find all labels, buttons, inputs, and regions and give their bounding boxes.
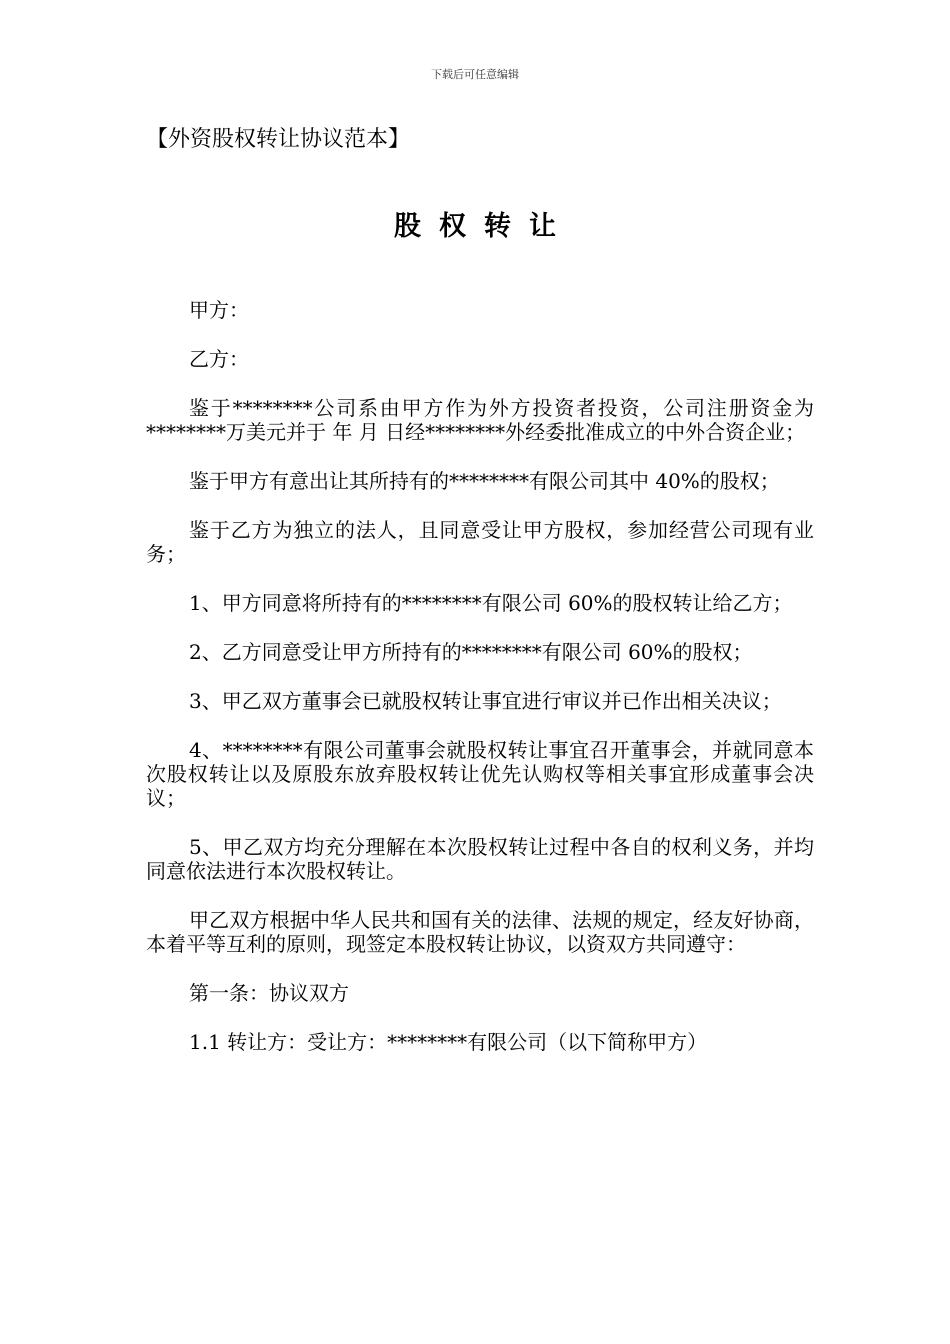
recital-paragraph: 鉴于乙方为独立的法人，且同意受让甲方股权，参加经营公司现有业务； bbox=[146, 518, 814, 566]
agreement-preamble: 甲乙双方根据中华人民共和国有关的法律、法规的规定，经友好协商，本着平等互利的原则，现签定本股权转让协议，以资双方共同遵守： bbox=[146, 908, 814, 956]
article-heading: 第一条：协议双方 bbox=[189, 981, 349, 1005]
numbered-clause: 4、********有限公司董事会就股权转让事宜召开董事会，并就同意本次股权转让以及原股东放弃股权转让优先认购权等相关事宜形成董事会决议； bbox=[146, 738, 814, 810]
numbered-clause: 1、甲方同意将所持有的********有限公司 60%的股权转让给乙方； bbox=[189, 591, 793, 615]
party-b-line: 乙方： bbox=[189, 347, 249, 371]
recital-paragraph: 鉴于********公司系由甲方作为外方投资者投资，公司注册资金为********万美元并于 年 月 日经********外经委批准成立的中外合资企业； bbox=[146, 396, 814, 444]
page-header-note: 下载后可任意编辑 bbox=[431, 68, 519, 81]
recital-paragraph: 鉴于甲方有意出让其所持有的********有限公司其中 40%的股权； bbox=[189, 469, 780, 493]
document-body bbox=[146, 298, 814, 1079]
numbered-clause: 3、甲乙双方董事会已就股权转让事宜进行审议并已作出相关决议； bbox=[189, 689, 782, 713]
numbered-clause: 2、乙方同意受让甲方所持有的********有限公司 60%的股权； bbox=[189, 640, 753, 664]
document-title: 股权转让 bbox=[394, 211, 574, 242]
party-a-line: 甲方： bbox=[189, 298, 249, 322]
article-clause: 1.1 转让方：受让方：********有限公司（以下简称甲方） bbox=[189, 1030, 708, 1054]
document-subtitle: 【外资股权转让协议范本】 bbox=[146, 127, 411, 152]
numbered-clause: 5、甲乙双方均充分理解在本次股权转让过程中各自的权利义务，并均同意依法进行本次股权转让。 bbox=[146, 835, 814, 883]
